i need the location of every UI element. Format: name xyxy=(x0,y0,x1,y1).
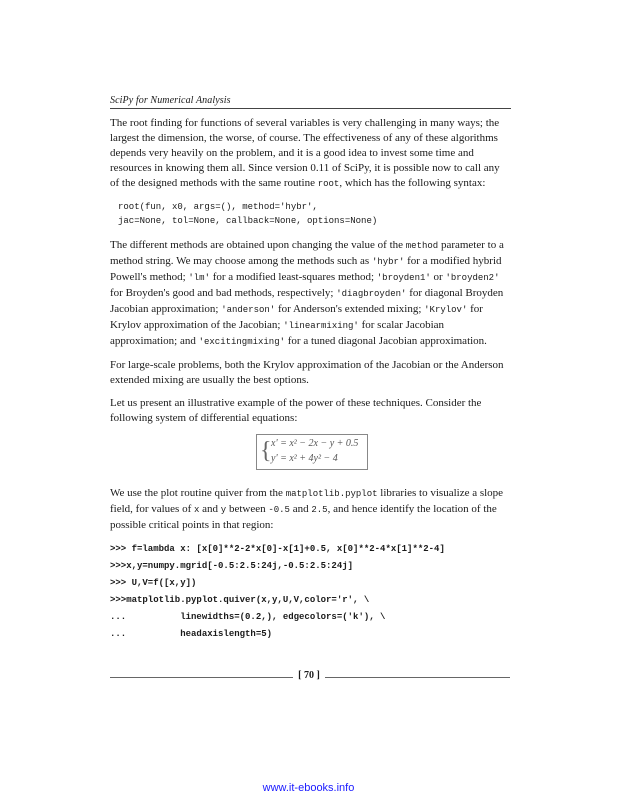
text-run: for a modified hybrid Powell's method; xyxy=(110,255,502,283)
text-run: , and hence identify the location of the possible critical points in that region: xyxy=(110,503,497,531)
equation-line-1: x' = x² − 2x − y + 0.5 xyxy=(271,438,359,449)
text-run: The root finding for functions of several variables is very challenging in many ways; the largest the dimension, the worse, of course. The effectiveness of any of these algorithms depends very heavily on the problem, and it is a good idea to invest some time and resources in knowing them all. Since version 0.11 of SciPy, it is possible now to call any of the designed methods with the same routine xyxy=(110,117,500,189)
text-run: between xyxy=(226,503,269,515)
footer-link[interactable]: www.it-ebooks.info xyxy=(262,782,355,794)
text-run: We use the plot routine quiver from the xyxy=(110,487,286,499)
header-rule xyxy=(110,108,511,109)
paragraph-methods xyxy=(110,238,510,350)
text-run: and xyxy=(199,503,221,515)
inline-code: 'excitingmixing' xyxy=(198,337,286,347)
paragraph-quiver xyxy=(110,486,510,533)
text-run: , which has the following syntax: xyxy=(339,177,486,189)
inline-code: 'Krylov' xyxy=(424,305,468,315)
inline-code: 'anderson' xyxy=(221,305,276,315)
text-run: for diagonal Broyden Jacobian approximation; xyxy=(110,287,504,315)
brace-symbol: { xyxy=(260,438,272,464)
syntax-block: root(fun, x0, args=(), method='hybr', jac=None, tol=None, callback=None, options=None) xyxy=(118,202,378,226)
inline-code: x xyxy=(194,505,200,515)
equation-image xyxy=(256,434,368,470)
inline-code: matplotlib.pyplot xyxy=(285,489,378,499)
inline-code: 'linearmixing' xyxy=(283,321,359,331)
text-run: libraries to visualize a slope field, for values of xyxy=(110,487,504,515)
text-run: For large-scale problems, both the Krylov approximation of the Jacobian or the Anderson extended mixing are usually the best options. xyxy=(110,359,504,386)
inline-code: method xyxy=(405,241,439,251)
text-run: or xyxy=(430,271,446,283)
text-run: for Anderson's extended mixing; xyxy=(275,303,425,315)
page-number: [ 70 ] xyxy=(298,670,320,681)
inline-code: 'hybr' xyxy=(371,257,405,267)
text-run: for Krylov approximation of the Jacobian; xyxy=(110,303,483,331)
running-head: SciPy for Numerical Analysis xyxy=(110,95,231,106)
inline-code: 'broyden1' xyxy=(376,273,431,283)
paragraph-large-scale xyxy=(110,358,510,388)
text-run: The different methods are obtained upon changing the value of the xyxy=(110,239,406,251)
text-run: for Broyden's good and bad methods, respectively; xyxy=(110,287,337,299)
text-run: for scalar Jacobian approximation; and xyxy=(110,319,445,347)
page-body xyxy=(110,116,510,643)
inline-code: 2.5 xyxy=(311,505,328,515)
text-run: for a tuned diagonal Jacobian approximation. xyxy=(285,335,487,347)
text-run: for a modified least-squares method; xyxy=(209,271,377,283)
inline-code: 'lm' xyxy=(188,273,210,283)
inline-code: root xyxy=(317,179,340,189)
paragraph-example-intro xyxy=(110,396,510,426)
text-run: and xyxy=(289,503,312,515)
text-run: parameter to a method string. We may choose among the methods such as xyxy=(110,239,504,267)
inline-code: 'diagbroyden' xyxy=(336,289,407,299)
inline-code: 'broyden2' xyxy=(445,273,500,283)
equation-line-2: y' = x² + 4y² − 4 xyxy=(271,453,338,464)
inline-code: -0.5 xyxy=(268,505,290,515)
code-block: >>> f=lambda x: [x[0]**2-2*x[0]-x[1]+0.5, x[0]**2-4*x[1]**2-4] >>>x,y=numpy.mgrid[-0.5:2.5:24j,-0.5:2.5:24j] >>> U,V=f([x,y]) >>>matplotlib.pyplot.quiver(x,y,U,V,color='r', \ ... linewidths=(0.2,), edgecolors=('k'), \ ... headaxislength=5) xyxy=(110,544,445,639)
paragraph-root-intro xyxy=(110,116,510,192)
footer-rule-right xyxy=(325,677,510,678)
text-run: Let us present an illustrative example of the power of these techniques. Consider the following system of differential equations: xyxy=(110,397,482,424)
inline-code: y xyxy=(220,505,227,515)
footer-rule-left xyxy=(110,677,293,678)
